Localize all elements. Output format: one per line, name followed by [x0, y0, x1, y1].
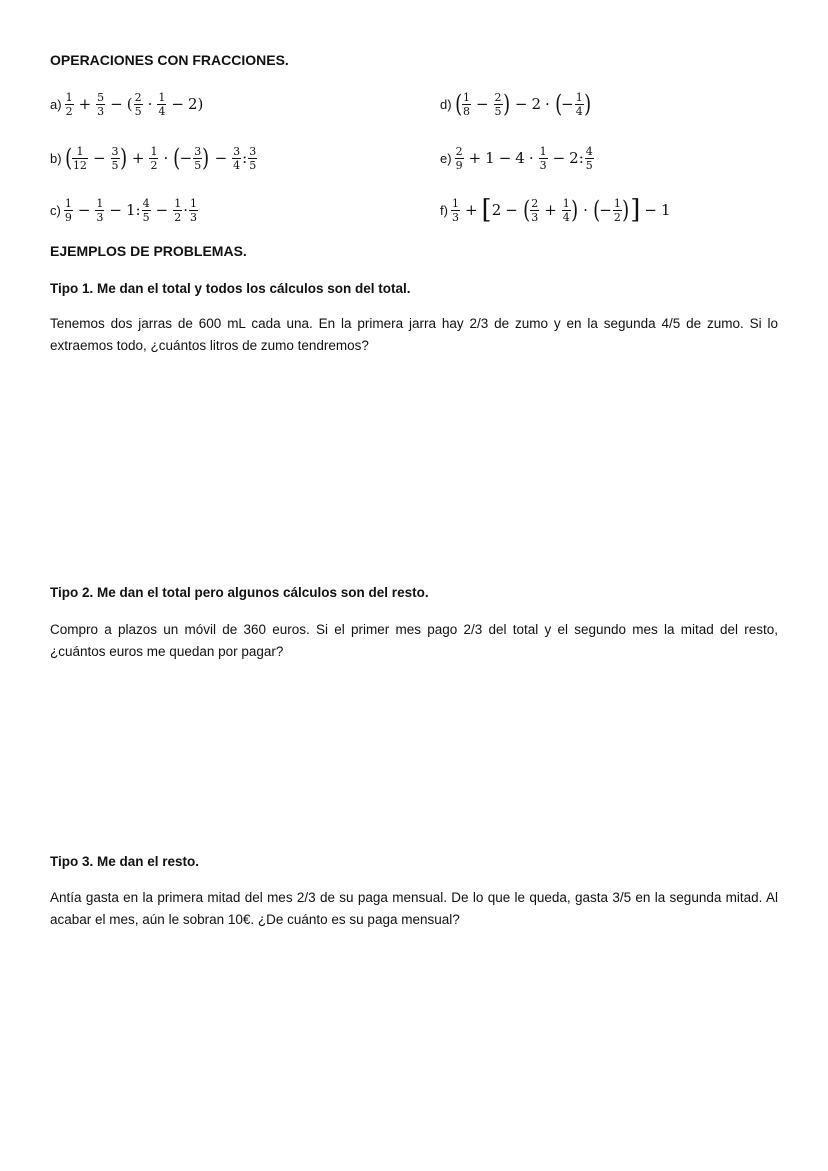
- tipo2-title: Tipo 2. Me dan el total pero algunos cálculos son del resto.: [50, 585, 429, 600]
- exercise-label: e): [440, 150, 452, 166]
- exercise-label: b): [50, 150, 62, 166]
- tipo3-title: Tipo 3. Me dan el resto.: [50, 854, 200, 869]
- problems-heading: EJEMPLOS DE PROBLEMAS.: [50, 243, 247, 259]
- exercise-f: f) $\frac{1}{3}$ + [ 2 − ( $\frac{2}{3}$ + $\frac{1}{4}$ ) · ( − $\frac{1}{2}$ ) ] − 1: [440, 195, 671, 225]
- exercise-label: a): [50, 96, 62, 112]
- exercise-label: f): [440, 202, 448, 218]
- tipo2-text: Compro a plazos un móvil de 360 euros. Si el primer mes pago 2/3 del total y el segundo mes la mitad del resto, ¿cuántos euros me quedan por pagar?: [50, 622, 778, 659]
- tipo1-title: Tipo 1. Me dan el total y todos los cálculos son del total.: [50, 281, 411, 296]
- exercise-label: d): [440, 96, 452, 112]
- exercise-label: c): [50, 202, 61, 218]
- tipo1-text: Tenemos dos jarras de 600 mL cada una. En la primera jarra hay 2/3 de zumo y en la segunda 4/5 de zumo. Si lo extraemos todo, ¿cuántos litros de zumo tendremos?: [50, 316, 778, 353]
- exercise-b: b) ( $\frac{1}{12}$ − $\frac{3}{5}$ ) + $\frac{1}{2}$ · ( − $\frac{3}{5}$ ) − $\frac{3}{4}$ : $\frac{3}{5}$: [50, 144, 257, 172]
- exercise-e: e) $\frac{2}{9}$ + 1 − 4 · $\frac{1}{3}$ − 2: $\frac{4}{5}$: [440, 144, 593, 172]
- tipo3-text: Antía gasta en la primera mitad del mes 2/3 de su paga mensual. De lo que le queda, gasta 3/5 en la segunda mitad. Al acabar el mes, aún le sobran 10€. ¿De cuánto es su paga mensual?: [50, 890, 778, 927]
- exercise-c: c) $\frac{1}{9}$ − $\frac{1}{3}$ − 1: $\frac{4}{5}$ − $\frac{1}{2}$ · $\frac{1}{3}$: [50, 196, 197, 224]
- exercise-a: a) $\frac{1}{2}$ + $\frac{5}{3}$ − ( $\frac{2}{5}$ · $\frac{1}{4}$ − 2): [50, 90, 204, 118]
- exercise-d: d) ( $\frac{1}{8}$ − $\frac{2}{5}$ ) − 2 · ( − $\frac{1}{4}$ ): [440, 90, 591, 118]
- page-title: OPERACIONES CON FRACCIONES.: [50, 52, 289, 68]
